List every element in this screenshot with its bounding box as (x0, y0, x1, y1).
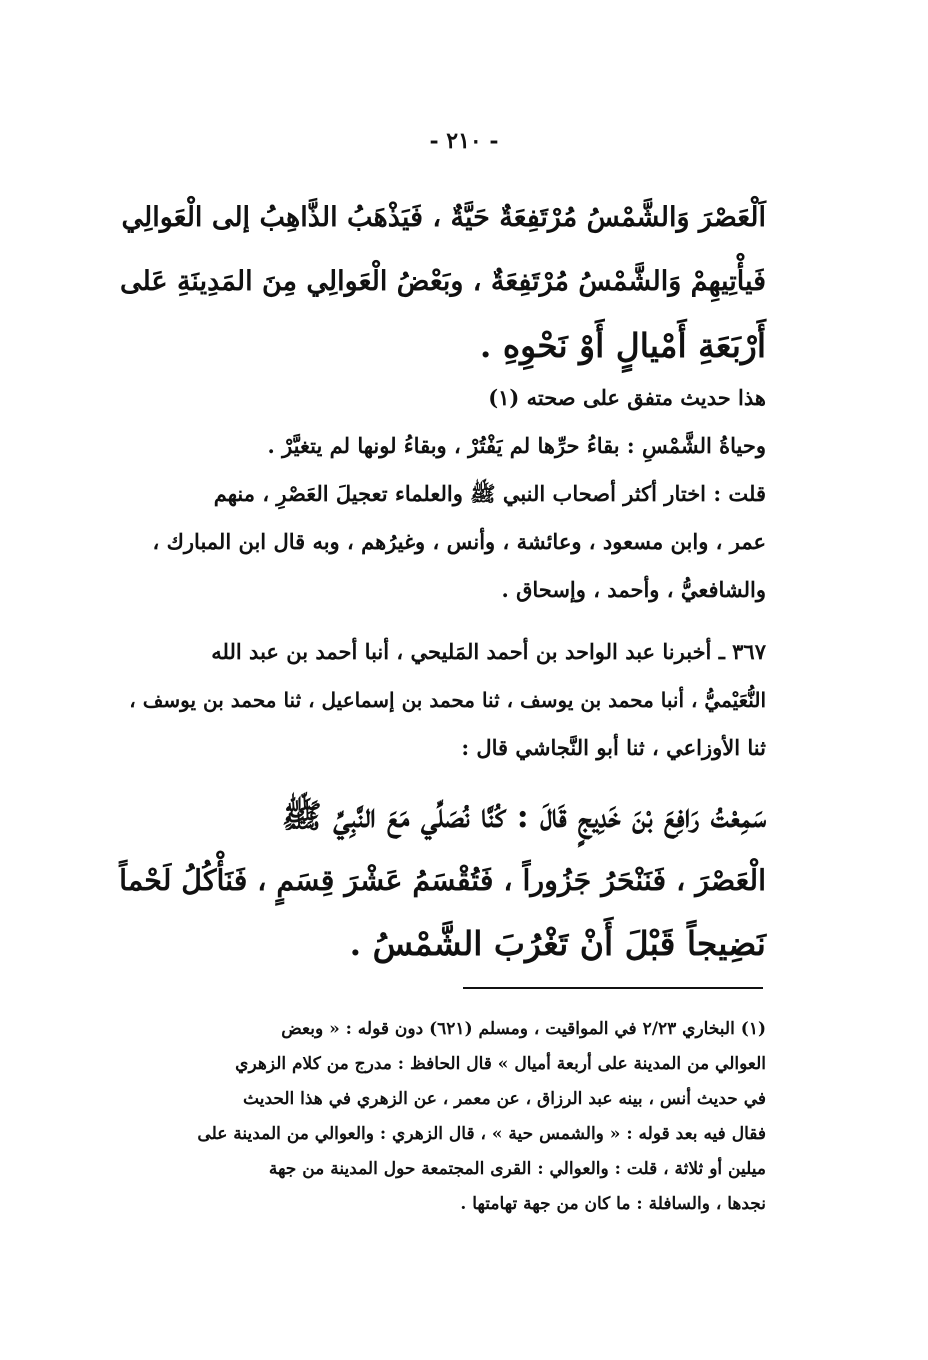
isnad-line: ثنا الأوزاعي ، ثنا أبو النَّجاشي قال : (461, 735, 766, 760)
definition-note: وحياةُ الشَّمْسِ : بقاءُ حرِّها لم يَفْتُرْ ، وبقاءُ لونها لم يتغيَّرْ . (267, 433, 766, 458)
footnote-line: في حديث أنس ، بينه عبد الرزاق ، عن معمر ، عن الزهري في هذا الحديث (243, 1089, 766, 1109)
opinion-line: قلت : اختار أكثر أصحاب النبي ﷺ والعلماء تعجيلَ العَصْرِ ، منهم (213, 481, 766, 506)
opinion-line: عمر ، وابن مسعود ، وعائشة ، وأنس ، وغيرُهم ، وبه قال ابن المبارك ، (152, 529, 766, 554)
footnote (116, 1012, 766, 1222)
authenticity-note: هذا حديث متفق على صحته (١) (488, 385, 766, 410)
page-number: - ٢١٠ - (429, 128, 499, 154)
footnote-line: فقال فيه بعد قوله : « والشمس حية » ، قال الزهري : والعوالي من المدينة على (197, 1124, 766, 1144)
hadith-1-line: فَيأْتِيهِمْ وَالشَّمْسُ مُرْتَفِعَةٌ ، وبَعْضُ الْعَوالِي مِنَ المَدِينَةِ عَلى (120, 266, 766, 297)
footnote-line: نجدها ، والسافلة : ما كان من جهة تهامتها . (460, 1194, 766, 1214)
hadith-text-2 (116, 784, 766, 976)
footnote-separator (463, 987, 763, 989)
hadith-1-line: أَرْبَعَةِ أَمْيالٍ أَوْ نَحْوِهِ . (479, 326, 766, 365)
commentary (116, 374, 766, 614)
hadith-2-line: الْعَصْرَ ، فَنَنْحَرُ جَزُوراً ، فَتُقْسَمُ عَشْرَ قِسَمٍ ، فَنَأْكُلُ لَحْماً (119, 863, 766, 897)
isnad-line: النُّعَيْميُّ ، أنبا محمد بن يوسف ، ثنا محمد بن إسماعيل ، ثنا محمد بن يوسف ، (129, 688, 766, 712)
isnad (116, 628, 766, 772)
opinion-line: والشافعيُّ ، وأحمد ، وإسحاق . (501, 577, 766, 602)
footnote-line: (١) البخاري ٢/٢٣ في المواقيت ، ومسلم (٦٢١) دون قوله : « وبعض (281, 1019, 766, 1039)
isnad-line: ٣٦٧ ـ أخبرنا عبد الواحد بن أحمد المَليحي ، أنبا أحمد بن عبد الله (211, 639, 766, 664)
hadith-2-line: نَضِيجاً قَبْلَ أَنْ تَغْرُبَ الشَّمْسُ . (349, 924, 766, 963)
hadith-1-line: اَلْعَصْرَ وَالشَّمْسُ مُرْتَفِعَةٌ حَيَّةٌ ، فَيَذْهَبُ الذَّاهِبُ إلى الْعَوالِي (121, 202, 766, 233)
hadith-text-1 (116, 186, 766, 378)
footnote-line: العوالي من المدينة على أربعة أميال » قال الحافظ : مدرج من كلام الزهري (235, 1054, 766, 1074)
hadith-2-line: سَمِعْتُ رَافِعَ بْنَ خَدِيجٍ قَالَ : كُنَّا نُصَلِّي مَعَ النَّبِيِّ ﷺ (281, 796, 766, 835)
footnote-line: ميلين أو ثلاثة ، قلت : والعوالي : القرى المجتمعة حول المدينة من جهة (268, 1159, 766, 1179)
